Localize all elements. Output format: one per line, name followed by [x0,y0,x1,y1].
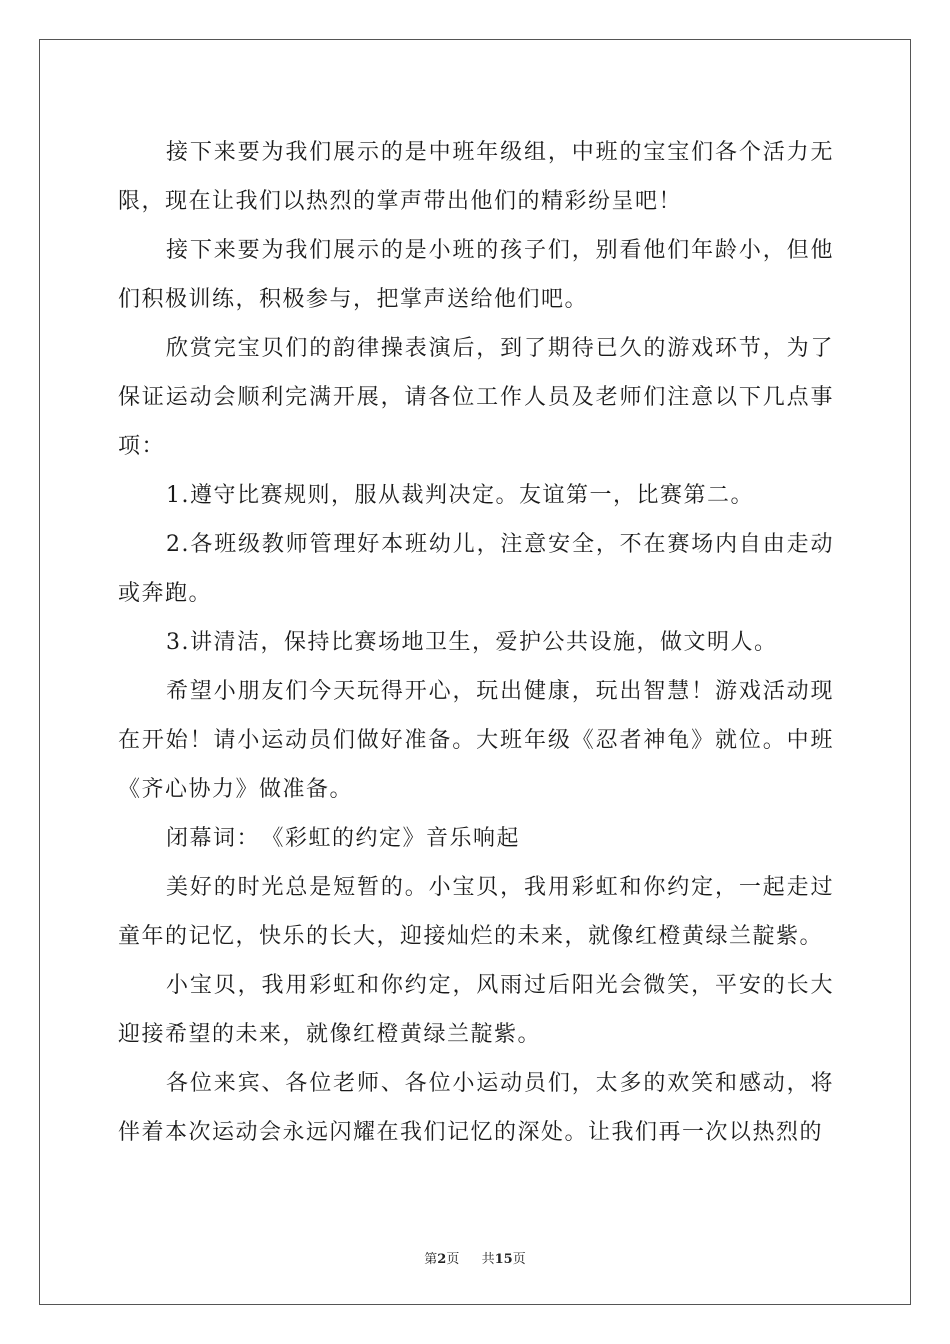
page-suffix: 页 [446,1252,460,1267]
document-body [118,128,834,1157]
paragraph: 接下来要为我们展示的是小班的孩子们，别看他们年龄小，但他们积极训练，积极参与，把掌声送给他们吧。 [118,238,834,312]
paragraph: 各位来宾、各位老师、各位小运动员们，太多的欢笑和感动，将伴着本次运动会永远闪耀在我们记忆的深处。让我们再一次以热烈的 [118,1071,834,1145]
section-heading: 闭幕词： 《彩虹的约定》音乐响起 [166,826,521,851]
list-item: 1.遵守比赛规则，服从裁判决定。友谊第一，比赛第二。 [166,483,754,508]
page-current: 2 [437,1252,447,1267]
paragraph: 美好的时光总是短暂的。小宝贝，我用彩虹和你约定，一起走过童年的记忆，快乐的长大，迎接灿烂的未来，就像红橙黄绿兰靛紫。 [118,875,834,949]
page-footer [0,1248,950,1267]
list-item: 3.讲清洁，保持比赛场地卫生，爱护公共设施，做文明人。 [166,630,778,655]
total-prefix: 共 [481,1252,495,1267]
paragraph: 欣赏完宝贝们的韵律操表演后，到了期待已久的游戏环节，为了保证运动会顺利完满开展，请各位工作人员及老师们注意以下几点事项： [118,336,834,459]
list-item: 2.各班级教师管理好本班幼儿，注意安全，不在赛场内自由走动或奔跑。 [118,532,834,606]
page-prefix: 第 [424,1252,438,1267]
paragraph: 接下来要为我们展示的是中班年级组，中班的宝宝们各个活力无限，现在让我们以热烈的掌声带出他们的精彩纷呈吧！ [118,140,834,214]
total-suffix: 页 [512,1252,526,1267]
paragraph: 小宝贝，我用彩虹和你约定，风雨过后阳光会微笑，平安的长大迎接希望的未来，就像红橙黄绿兰靛紫。 [118,973,834,1047]
paragraph: 希望小朋友们今天玩得开心，玩出健康，玩出智慧！游戏活动现在开始！请小运动员们做好准备。大班年级《忍者神龟》就位。中班《齐心协力》做准备。 [118,679,834,802]
page-total: 15 [494,1252,513,1267]
